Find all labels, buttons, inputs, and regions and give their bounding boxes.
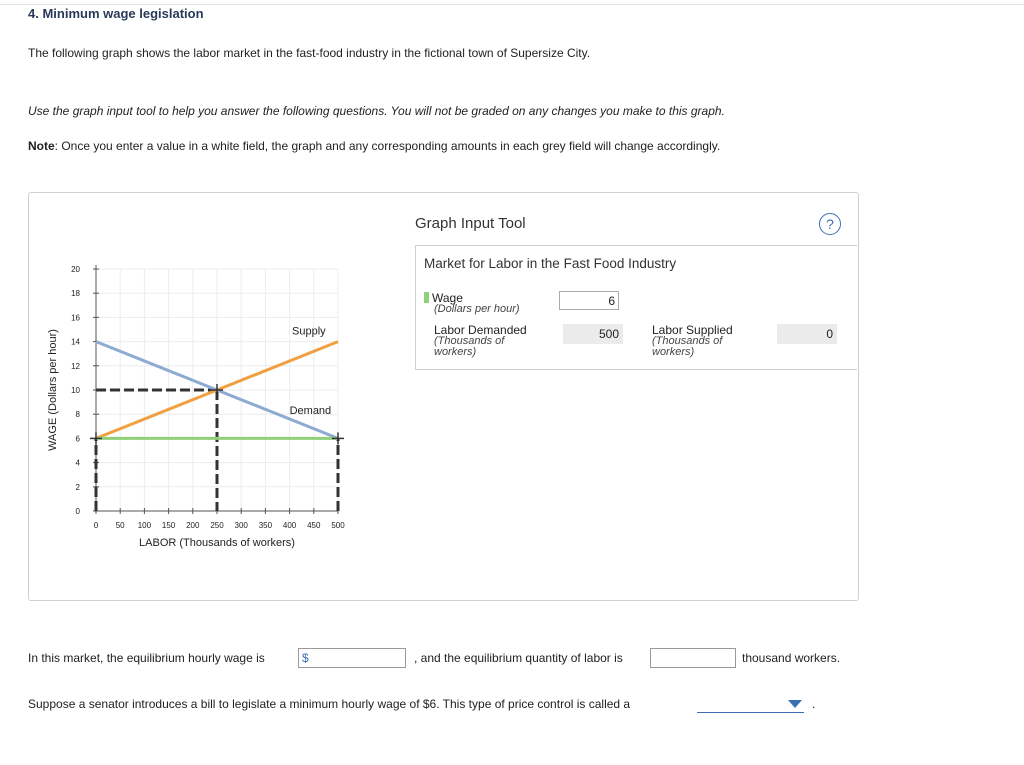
graph-input-tool bbox=[415, 245, 857, 370]
labor-supplied-unit-1: (Thousands of bbox=[652, 335, 723, 347]
dollar-prefix: $ bbox=[302, 651, 309, 665]
question-intro: The following graph shows the labor market in the fast-food industry in the fictional town of Supersize City. bbox=[28, 46, 591, 60]
equilibrium-wage-prompt: In this market, the equilibrium hourly wage is bbox=[28, 651, 265, 665]
wage-label-text: Wage bbox=[432, 291, 463, 305]
x-tick-label: 50 bbox=[115, 521, 125, 530]
y-axis-label: WAGE (Dollars per hour) bbox=[47, 329, 59, 451]
demand-label: Demand bbox=[289, 405, 332, 418]
x-tick-label: 200 bbox=[186, 521, 200, 530]
wage-input[interactable]: 6 bbox=[559, 291, 619, 310]
y-tick-label: 14 bbox=[71, 337, 80, 347]
x-tick-label: 350 bbox=[258, 521, 273, 530]
x-tick-label: 100 bbox=[137, 521, 152, 530]
note-text: : Once you enter a value in a white field, the graph and any corresponding amounts in each grey field will change accordingly. bbox=[54, 139, 721, 153]
x-axis-label: LABOR (Thousands of workers) bbox=[139, 537, 295, 549]
instructions: Use the graph input tool to help you answer the following questions. You will not be graded on any changes you make to this graph. bbox=[28, 104, 725, 118]
y-tick-label: 4 bbox=[75, 458, 80, 468]
price-control-dropdown[interactable] bbox=[697, 696, 804, 713]
sentence-period: . bbox=[812, 697, 816, 711]
labor-demanded-unit-1: (Thousands of bbox=[434, 335, 505, 347]
y-tick-label: 16 bbox=[71, 313, 80, 323]
top-divider bbox=[0, 4, 1024, 5]
y-tick-label: 8 bbox=[75, 410, 80, 420]
labor-demanded-label: Labor Demanded bbox=[434, 323, 527, 337]
y-tick-label: 20 bbox=[71, 265, 80, 274]
labor-market-chart[interactable] bbox=[29, 193, 399, 598]
x-tick-label: 450 bbox=[307, 521, 321, 530]
x-tick-label: 250 bbox=[210, 521, 224, 530]
help-icon[interactable]: ? bbox=[819, 213, 841, 235]
x-tick-label: 300 bbox=[234, 521, 248, 530]
labor-demanded-unit-2: workers) bbox=[434, 346, 477, 358]
chart-ticks bbox=[71, 265, 345, 530]
y-tick-label: 0 bbox=[75, 507, 80, 516]
labor-supplied-value: 0 bbox=[777, 324, 837, 344]
equilibrium-quantity-input[interactable] bbox=[650, 648, 736, 668]
y-tick-label: 2 bbox=[75, 482, 80, 492]
x-tick-label: 0 bbox=[93, 521, 99, 530]
note bbox=[28, 139, 720, 153]
y-tick-label: 10 bbox=[71, 386, 80, 395]
graph-input-tool-title: Graph Input Tool bbox=[415, 215, 526, 232]
tool-subtitle: Market for Labor in the Fast Food Industry bbox=[424, 256, 677, 271]
y-tick-label: 12 bbox=[71, 361, 80, 371]
chevron-down-icon bbox=[788, 700, 802, 708]
equilibrium-wage-input[interactable] bbox=[298, 648, 406, 668]
labor-supplied-unit-2: workers) bbox=[652, 346, 695, 358]
labor-demanded-value: 500 bbox=[563, 324, 623, 344]
x-tick-label: 150 bbox=[161, 521, 176, 530]
graph-panel bbox=[28, 192, 859, 601]
quantity-unit-text: thousand workers. bbox=[742, 651, 841, 665]
question-title: 4. Minimum wage legislation bbox=[28, 6, 204, 21]
price-control-prompt: Suppose a senator introduces a bill to legislate a minimum hourly wage of $6. This type of price control is called a bbox=[28, 697, 631, 711]
supply-label: Supply bbox=[292, 325, 326, 338]
wage-swatch-icon bbox=[424, 292, 429, 303]
wage-unit: (Dollars per hour) bbox=[434, 303, 520, 315]
note-label: Note bbox=[28, 139, 55, 153]
x-tick-label: 400 bbox=[282, 521, 297, 530]
y-tick-label: 18 bbox=[71, 289, 80, 299]
labor-supplied-label: Labor Supplied bbox=[652, 323, 733, 337]
x-tick-label: 500 bbox=[331, 521, 345, 530]
y-tick-label: 6 bbox=[75, 434, 80, 444]
equilibrium-quantity-prompt: , and the equilibrium quantity of labor is bbox=[414, 651, 623, 665]
